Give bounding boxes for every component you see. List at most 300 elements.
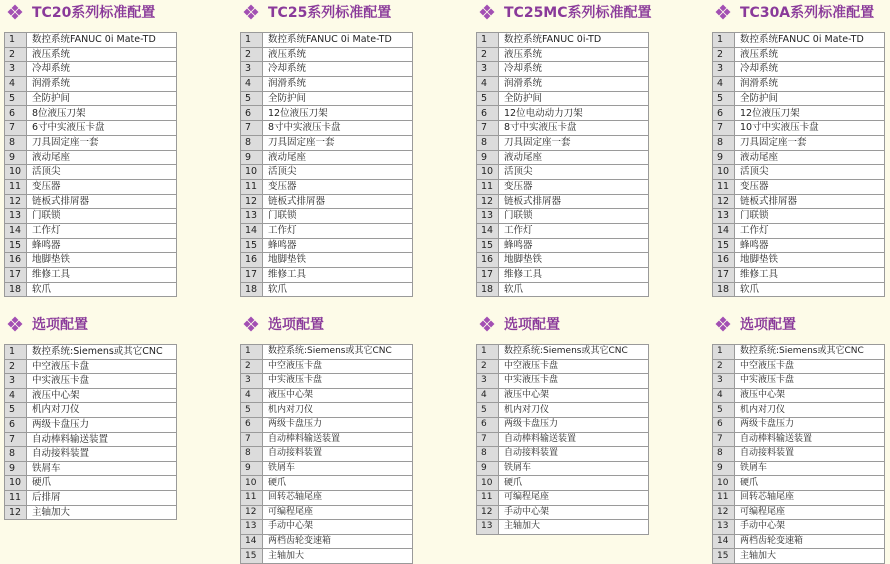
row-number: 9 [241,461,263,476]
table-row [713,223,885,238]
table-row [713,505,885,520]
row-number: 3 [5,374,27,389]
row-number: 15 [713,238,735,253]
table-row [241,432,413,447]
table-row [477,374,649,389]
row-number: 12 [241,194,263,209]
row-item: 液压中心架 [27,388,177,403]
row-number: 10 [713,165,735,180]
row-number: 16 [713,253,735,268]
row-item: 铁屑车 [735,461,885,476]
table-row [713,359,885,374]
row-number: 4 [241,388,263,403]
table-row [241,165,413,180]
row-number: 10 [241,476,263,491]
row-item: 变压器 [735,179,885,194]
table-row [5,359,177,374]
row-item: 地脚垫铁 [499,253,649,268]
row-item: 液压中心架 [735,388,885,403]
row-number: 18 [713,282,735,297]
table-row [5,150,177,165]
row-item: 硬爪 [27,476,177,491]
table-row [713,447,885,462]
table-row [477,150,649,165]
row-item: 全防护间 [27,91,177,106]
row-number: 14 [5,223,27,238]
table-row [477,238,649,253]
row-item: 冷却系统 [499,62,649,77]
row-item: 链板式排屑器 [27,194,177,209]
row-number: 8 [477,135,499,150]
row-item: 蜂鸣器 [27,238,177,253]
table-row [713,106,885,121]
table-row [713,388,885,403]
row-item: 机内对刀仪 [735,403,885,418]
table-row [713,345,885,360]
row-number: 1 [241,345,263,360]
table-row [5,209,177,224]
table-row [5,179,177,194]
row-number: 4 [241,77,263,92]
row-item: 液压中心架 [263,388,413,403]
row-item: 液压系统 [27,47,177,62]
row-number: 12 [241,505,263,520]
row-number: 3 [713,374,735,389]
row-item: 10寸中实液压卡盘 [735,121,885,136]
table-row [5,447,177,462]
table-row [5,91,177,106]
row-number: 9 [477,150,499,165]
row-item: 冷却系统 [735,62,885,77]
row-number: 13 [5,209,27,224]
row-number: 6 [241,417,263,432]
row-number: 12 [477,505,499,520]
table-row [5,374,177,389]
table-row [477,165,649,180]
row-number: 3 [5,62,27,77]
row-number: 11 [241,490,263,505]
table-row [713,403,885,418]
row-number: 3 [477,374,499,389]
row-number: 10 [5,476,27,491]
table-row [477,403,649,418]
optional-config-table [4,344,177,520]
row-number: 18 [5,282,27,297]
optional-config-table [476,344,649,535]
table-row [241,374,413,389]
table-row [241,91,413,106]
table-row [5,490,177,505]
row-number: 13 [477,209,499,224]
row-item: 两级卡盘压力 [735,417,885,432]
row-item: 可编程尾座 [499,490,649,505]
row-number: 2 [713,47,735,62]
row-number: 9 [5,150,27,165]
table-row [477,388,649,403]
row-number: 6 [477,106,499,121]
row-number: 14 [241,534,263,549]
row-number: 11 [5,490,27,505]
table-row [477,417,649,432]
row-number: 9 [241,150,263,165]
table-row [241,194,413,209]
table-row [5,461,177,476]
row-item: 地脚垫铁 [263,253,413,268]
row-number: 12 [477,194,499,209]
row-item: 回转芯轴尾座 [735,490,885,505]
row-item: 冷却系统 [263,62,413,77]
row-number: 5 [713,91,735,106]
row-item: 自动接料装置 [27,447,177,462]
row-item: 全防护间 [499,91,649,106]
row-number: 7 [713,121,735,136]
table-row [5,62,177,77]
table-row [477,194,649,209]
row-item: 自动棒料输送装置 [27,432,177,447]
row-item: 软爪 [735,282,885,297]
row-item: 活顶尖 [735,165,885,180]
row-item: 后排屑 [27,490,177,505]
table-row [241,121,413,136]
row-number: 10 [477,476,499,491]
row-item: 刀具固定座一套 [263,135,413,150]
row-item: 活顶尖 [499,165,649,180]
row-number: 7 [5,121,27,136]
table-row [241,476,413,491]
row-item: 软爪 [499,282,649,297]
row-item: 8寸中实液压卡盘 [263,121,413,136]
table-row [477,253,649,268]
row-item: 回转芯轴尾座 [263,490,413,505]
row-item: 手动中心架 [735,520,885,535]
row-item: 液动尾座 [263,150,413,165]
row-item: 12位电动动力刀架 [499,106,649,121]
row-number: 17 [5,268,27,283]
table-row [713,33,885,48]
table-row [5,77,177,92]
row-number: 5 [477,91,499,106]
table-row [241,268,413,283]
row-item: 地脚垫铁 [27,253,177,268]
row-number: 2 [241,359,263,374]
table-row [5,33,177,48]
standard-config-table [240,32,413,297]
row-item: 液压中心架 [499,388,649,403]
table-row [713,476,885,491]
row-item: 链板式排屑器 [263,194,413,209]
row-number: 11 [5,179,27,194]
table-row [241,534,413,549]
table-row [241,447,413,462]
row-number: 10 [713,476,735,491]
row-number: 2 [713,359,735,374]
table-row [477,135,649,150]
table-row [713,282,885,297]
row-number: 5 [5,403,27,418]
row-number: 18 [241,282,263,297]
row-number: 9 [5,461,27,476]
diamond-icon [714,315,732,333]
row-item: 数控系统:Siemens或其它CNC [735,345,885,360]
row-item: 工作灯 [499,223,649,238]
row-number: 1 [713,345,735,360]
row-number: 3 [477,62,499,77]
row-number: 4 [5,388,27,403]
table-row [477,520,649,535]
row-item: 自动接料装置 [499,447,649,462]
table-row [713,150,885,165]
row-number: 6 [477,417,499,432]
row-item: 液动尾座 [27,150,177,165]
row-item: 手动中心架 [499,505,649,520]
table-row [477,345,649,360]
row-item: 工作灯 [263,223,413,238]
table-row [5,106,177,121]
diamond-icon [6,315,24,333]
row-number: 11 [713,490,735,505]
table-row [241,388,413,403]
row-item: 数控系统FANUC 0i Mate-TD [735,33,885,48]
table-row [241,490,413,505]
row-item: 地脚垫铁 [735,253,885,268]
row-number: 7 [5,432,27,447]
row-number: 17 [477,268,499,283]
optional-config-heading-text: 选项配置 [504,317,560,333]
table-row [477,490,649,505]
row-number: 5 [241,91,263,106]
row-number: 6 [5,417,27,432]
row-item: 变压器 [263,179,413,194]
table-row [477,461,649,476]
row-item: 蜂鸣器 [499,238,649,253]
table-row [241,33,413,48]
row-item: 全防护间 [263,91,413,106]
row-item: 中实液压卡盘 [263,374,413,389]
row-number: 17 [713,268,735,283]
optional-config-heading-text: 选项配置 [268,317,324,333]
row-item: 蜂鸣器 [263,238,413,253]
table-row [713,520,885,535]
row-item: 两级卡盘压力 [499,417,649,432]
diamond-icon [6,3,24,21]
row-number: 4 [477,77,499,92]
row-number: 1 [713,33,735,48]
row-item: 机内对刀仪 [27,403,177,418]
table-row [5,135,177,150]
diamond-icon [478,315,496,333]
row-number: 9 [713,461,735,476]
table-row [5,47,177,62]
row-number: 12 [5,505,27,520]
row-number: 4 [477,388,499,403]
table-row [713,135,885,150]
standard-config-heading [478,1,652,23]
table-row [713,91,885,106]
table-row [5,165,177,180]
row-item: 链板式排屑器 [499,194,649,209]
row-item: 数控系统FANUC 0i Mate-TD [263,33,413,48]
row-item: 机内对刀仪 [499,403,649,418]
row-number: 7 [477,121,499,136]
row-number: 9 [713,150,735,165]
row-number: 11 [713,179,735,194]
row-number: 18 [477,282,499,297]
table-row [477,77,649,92]
row-number: 8 [5,135,27,150]
standard-config-table [476,32,649,297]
standard-config-heading-text: TC20系列标准配置 [32,5,156,21]
row-item: 铁屑车 [27,461,177,476]
row-number: 15 [241,549,263,564]
table-row [477,106,649,121]
row-number: 11 [241,179,263,194]
table-row [477,47,649,62]
row-item: 8寸中实液压卡盘 [499,121,649,136]
row-number: 7 [477,432,499,447]
row-number: 1 [241,33,263,48]
table-row [241,549,413,564]
table-row [477,447,649,462]
table-row [241,135,413,150]
row-item: 8位液压刀架 [27,106,177,121]
table-row [241,417,413,432]
row-item: 可编程尾座 [735,505,885,520]
table-row [5,282,177,297]
table-row [477,179,649,194]
row-number: 13 [477,520,499,535]
row-item: 中实液压卡盘 [27,374,177,389]
row-item: 主轴加大 [735,549,885,564]
table-row [5,476,177,491]
row-number: 8 [477,447,499,462]
row-item: 冷却系统 [27,62,177,77]
row-number: 3 [241,62,263,77]
row-item: 维修工具 [735,268,885,283]
row-number: 1 [477,33,499,48]
row-item: 维修工具 [499,268,649,283]
row-item: 6寸中实液压卡盘 [27,121,177,136]
row-item: 铁屑车 [499,461,649,476]
table-row [713,490,885,505]
row-number: 9 [477,461,499,476]
table-row [241,253,413,268]
standard-config-heading-text: TC30A系列标准配置 [740,5,875,21]
table-row [241,77,413,92]
row-number: 11 [477,179,499,194]
row-number: 6 [713,106,735,121]
row-number: 7 [713,432,735,447]
table-row [241,461,413,476]
row-number: 8 [5,447,27,462]
table-row [241,345,413,360]
row-number: 5 [477,403,499,418]
row-number: 14 [477,223,499,238]
row-item: 硬爪 [735,476,885,491]
row-number: 11 [477,490,499,505]
table-row [477,359,649,374]
table-row [5,417,177,432]
table-row [713,47,885,62]
optional-config-heading-text: 选项配置 [740,317,796,333]
row-number: 14 [713,534,735,549]
row-item: 全防护间 [735,91,885,106]
row-number: 13 [241,209,263,224]
table-row [241,359,413,374]
row-number: 6 [241,106,263,121]
row-number: 16 [241,253,263,268]
diamond-icon [714,3,732,21]
row-item: 软爪 [27,282,177,297]
row-item: 主轴加大 [27,505,177,520]
row-item: 刀具固定座一套 [27,135,177,150]
row-item: 自动棒料输送装置 [263,432,413,447]
row-number: 7 [241,432,263,447]
row-item: 数控系统:Siemens或其它CNC [499,345,649,360]
row-number: 4 [5,77,27,92]
row-number: 12 [713,505,735,520]
row-number: 8 [241,447,263,462]
row-number: 10 [5,165,27,180]
table-row [713,238,885,253]
table-row [713,77,885,92]
row-number: 15 [5,238,27,253]
row-item: 液动尾座 [499,150,649,165]
optional-config-table [240,344,413,564]
row-number: 8 [713,447,735,462]
row-item: 蜂鸣器 [735,238,885,253]
row-item: 润滑系统 [735,77,885,92]
table-row [713,374,885,389]
table-row [5,432,177,447]
row-item: 数控系统FANUC 0i-TD [499,33,649,48]
table-row [713,417,885,432]
table-row [477,209,649,224]
row-item: 主轴加大 [499,520,649,535]
table-row [5,121,177,136]
row-item: 铁屑车 [263,461,413,476]
table-row [5,388,177,403]
row-number: 13 [713,209,735,224]
row-number: 6 [5,106,27,121]
row-number: 13 [713,520,735,535]
table-row [477,268,649,283]
row-item: 两级卡盘压力 [27,417,177,432]
table-row [5,238,177,253]
optional-config-heading [478,313,560,335]
row-number: 15 [241,238,263,253]
table-row [713,165,885,180]
row-number: 1 [5,33,27,48]
row-item: 中空液压卡盘 [27,359,177,374]
row-item: 润滑系统 [499,77,649,92]
table-row [5,505,177,520]
row-item: 润滑系统 [27,77,177,92]
row-item: 液压系统 [499,47,649,62]
table-row [713,268,885,283]
table-row [477,121,649,136]
table-row [477,223,649,238]
table-row [713,179,885,194]
table-row [713,549,885,564]
table-row [5,223,177,238]
row-item: 机内对刀仪 [263,403,413,418]
row-item: 变压器 [499,179,649,194]
row-item: 刀具固定座一套 [735,135,885,150]
row-number: 13 [241,520,263,535]
row-item: 刀具固定座一套 [499,135,649,150]
optional-config-heading-text: 选项配置 [32,317,88,333]
table-row [713,62,885,77]
